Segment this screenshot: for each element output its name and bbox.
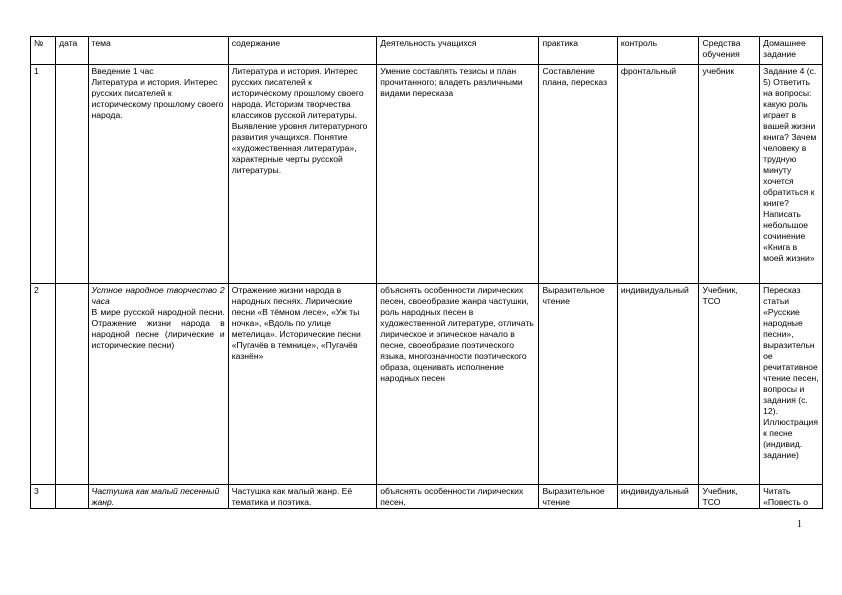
header-topic: тема: [88, 37, 228, 65]
header-practice: практика: [539, 37, 617, 65]
cell-activity: объяснять особенности лирических песен,: [377, 485, 539, 509]
lesson-plan-table-container: [30, 36, 823, 513]
cell-content: Частушка как малый жанр. Её тематика и поэтика.: [228, 485, 377, 509]
topic-body: В мире русской народной песни. Отражение жизни народа в народной песне (лирические и исторические песни): [91, 307, 225, 350]
header-means: Средства обучения: [699, 37, 760, 65]
cell-topic: [88, 485, 228, 509]
cell-control: фронтальный: [617, 65, 699, 284]
lesson-plan-table: [30, 36, 823, 509]
cell-homework: Читать «Повесть о: [760, 485, 823, 509]
cell-means: Учебник, ТСО: [699, 485, 760, 509]
cell-topic: [88, 284, 228, 485]
cell-practice: Выразительное чтение: [539, 485, 617, 509]
page-number: 1: [797, 519, 802, 530]
cell-activity: объяснять особенности лирических песен, своеобразие жанра частушки, роль народных песен в художественной литературе, отличать лирическое и эпическое начало в песне, своеобразие поэтического языка, многозначности поэтического образа, оценивать исполнение народных песен: [377, 284, 539, 485]
header-control: контроль: [617, 37, 699, 65]
topic-title: Частушка как малый песенный жанр.: [91, 486, 220, 507]
cell-num: 3: [31, 485, 56, 509]
cell-content: Литература и история. Интерес русских писателей к историческому прошлому своего народа. Историзм творчества классиков русской литературы. Выявление уровня литературного развития учащихся. Понятие «художественная литература», характерные черты русской литературы.: [228, 65, 377, 284]
table-row: [31, 485, 823, 509]
header-content: содержание: [228, 37, 377, 65]
cell-control: индивидуальный: [617, 284, 699, 485]
cell-means: Учебник, ТСО: [699, 284, 760, 485]
header-activity: Деятельность учащихся: [377, 37, 539, 65]
topic-title: Введение 1 час: [91, 66, 154, 76]
table-row: [31, 284, 823, 485]
table-row: [31, 65, 823, 284]
cell-topic: [88, 65, 228, 284]
header-homework: Домашнее задание: [760, 37, 823, 65]
table-header-row: [31, 37, 823, 65]
cell-activity: Умение составлять тезисы и план прочитанного; владеть различными видами пересказа: [377, 65, 539, 284]
cell-means: учебник: [699, 65, 760, 284]
cell-content: Отражение жизни народа в народных песнях. Лирические песни «В тёмном лесе», «Уж ты ночка», «Вдоль по улице метелица». Исторические песни «Пугачёв в темнице», «Пугачёв казнён»: [228, 284, 377, 485]
cell-num: 1: [31, 65, 56, 284]
cell-date: [56, 65, 88, 284]
cell-control: индивидуальный: [617, 485, 699, 509]
cell-homework: Задание 4 (с. 5) Ответить на вопросы: какую роль играет в вашей жизни книга? Зачем человеку в трудную минуту хочется обратиться к книге? Написать небольшое сочинение «Книга в моей жизни»: [760, 65, 823, 284]
cell-num: 2: [31, 284, 56, 485]
cell-practice: Составление плана, пересказ: [539, 65, 617, 284]
header-date: дата: [56, 37, 88, 65]
topic-body: Литература и история. Интерес русских писателей к историческому прошлому своего народа.: [91, 77, 224, 120]
cell-date: [56, 284, 88, 485]
cell-homework: Пересказ статьи «Русские народные песни», выразительное речитативное чтение песен, вопросы и задания (с. 12). Иллюстрация к песне (индивид. задание): [760, 284, 823, 485]
topic-title: Устное народное творчество 2 часа: [91, 285, 225, 306]
header-num: №: [31, 37, 56, 65]
cell-date: [56, 485, 88, 509]
cell-practice: Выразительное чтение: [539, 284, 617, 485]
